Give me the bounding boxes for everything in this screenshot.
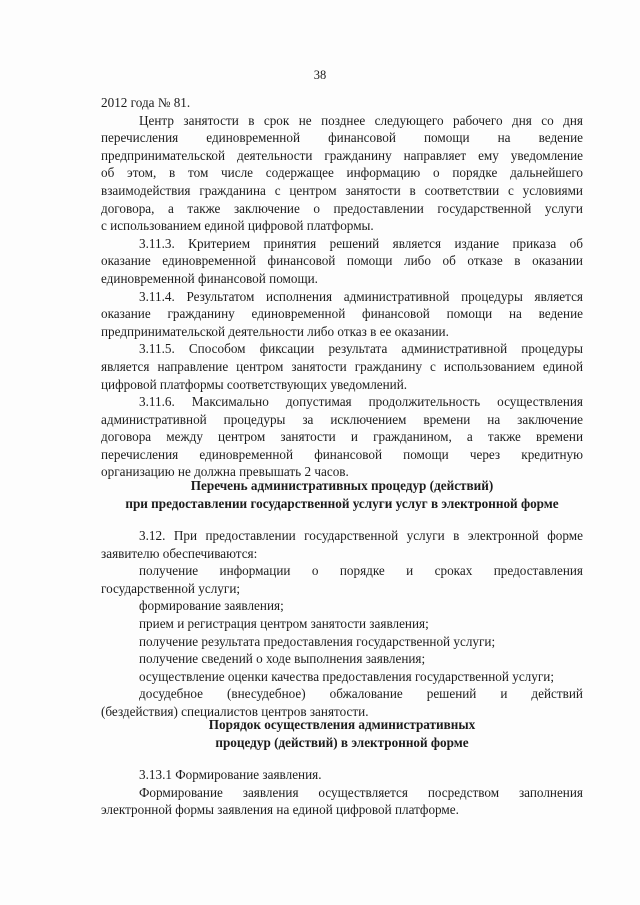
text-line: 3.11.4. Результатом исполнения административной процедуры является [139,288,583,304]
text-line: оказание единовременной финансовой помощи либо об отказе в оказании [101,253,583,269]
text-line: 3.11.6. Максимально допустимая продолжительность осуществления [139,394,583,410]
text-line: предпринимательской деятельности гражданину направляет ему уведомление [101,147,583,163]
text-line: об этом, в том числе содержащее информацию о порядке дальнейшего [101,165,583,181]
text-block [101,766,583,819]
section-heading [101,477,583,512]
text-line: с использованием единой цифровой платформы. [101,218,374,234]
text-line: взаимодействия гражданина с центром занятости в соответствии с условиями [101,182,583,198]
text-line: 3.11.3. Критерием принятия решений является издание приказа об [139,235,583,251]
text-line: цифровой платформы соответствующих уведомлений. [101,376,408,392]
text-line: прием и регистрация центром занятости заявления; [139,615,429,631]
text-line: административной процедуры за исключением времени на заключение [101,411,583,427]
text-block [101,94,583,481]
text-line: 3.12. При предоставлении государственной услуги в электронной форме [139,528,583,543]
heading-line: Перечень административных процедур (действий) [190,478,494,493]
text-line: формирование заявления; [139,598,284,614]
text-line: Центр занятости в срок не позднее следующего рабочего дня со дня [139,112,583,128]
heading-line: процедур (действий) в электронной форме [215,734,469,750]
text-line: является направление центром занятости гражданину с использованием единой [101,358,583,374]
text-line: оказание гражданину единовременной финансовой помощи на ведение [101,306,583,322]
text-line: перечисления единовременной финансовой помощи на ведение [101,130,583,146]
text-line: получение сведений о ходе выполнения заявления; [139,651,426,667]
text-block [101,527,583,721]
text-line: единовременной финансовой помощи. [101,270,318,286]
text-line: договора между центром занятости и гражданином, а также времени [101,429,583,445]
page-number: 38 [313,68,327,82]
text-line: получение информации о порядке и сроках предоставления [139,563,583,579]
text-line: Формирование заявления осуществляется посредством заполнения [139,784,583,800]
text-line: 2012 года № 81. [101,95,191,110]
text-line: осуществление оценки качества предоставления государственной услуги; [139,668,554,684]
text-line: предпринимательской деятельности либо отказ в ее оказании. [101,323,449,339]
heading-line: при предоставлении государственной услуги услуг в электронной форме [125,495,559,511]
text-line: перечисления единовременной финансовой помощи через кредитную [101,446,583,462]
text-line: заявителю обеспечиваются: [101,545,258,561]
text-line: государственной услуги; [101,580,241,596]
text-line: 3.13.1 Формирование заявления. [139,767,322,782]
text-line: досудебное (внесудебное) обжалование решений и действий [139,686,583,702]
text-line: организацию не должна превышать 2 часов. [101,464,349,480]
text-line: 3.11.5. Способом фиксации результата административной процедуры [139,341,583,357]
section-heading [101,716,583,751]
text-line: (бездействия) специалистов центров занятости. [101,703,369,719]
heading-line: Порядок осуществления административных [208,717,476,732]
text-line: договора, а также заключение о предоставлении государственной услуги [101,200,583,216]
text-line: электронной формы заявления на единой цифровой платформе. [101,802,459,818]
text-line: получение результата предоставления государственной услуги; [139,633,496,649]
